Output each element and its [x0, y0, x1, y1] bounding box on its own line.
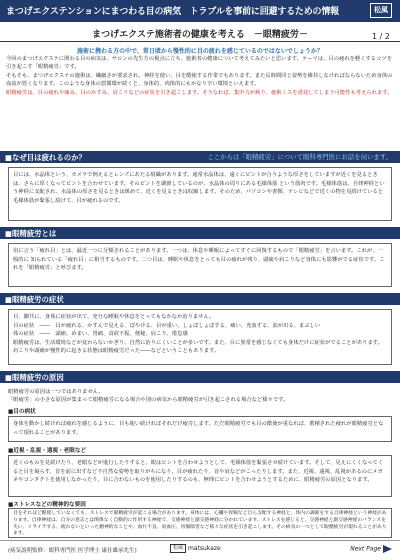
what-body: 俗に言う「疲れ目」とは、最近一つに分類されることがあります。一つは、休息や睡眠によってすぐに回復するもので「眼精疲労」を言います。これが、一般的に 知られている「疲れ目」に相当するものです。二つ目は、睡眠や休息をとっても目の疲れが残り、頭痛や肩こりなど身体にも影響がでる症状です。これを「眼精疲労」と呼びます。: [13, 248, 385, 271]
section-header-causes: [0, 371, 400, 383]
header-bar: [0, 0, 400, 22]
subheading-stress: ■ストレスなどの精神的な要因: [8, 502, 86, 508]
header-title: まつげエクステンションにまつわる目の病気 トラブルを事前に回避するための情報: [6, 7, 339, 17]
intro-warning: 眼精疲労は、目の疲れや痛み、目のかすみ、肩こりなどの症状を引き起こします。そうなれば、集中力が鈍り、施術ミスを誘発してしまう可能性も考えられます。: [6, 89, 393, 96]
section-header-what: [0, 227, 400, 239]
next-page-label: Next Page: [350, 545, 381, 553]
eye-box: [8, 416, 392, 442]
subheading-vision: ■近視・乱視・遠視・老眼など: [8, 448, 87, 454]
symptoms-line: 目、脚共に、身体に症状が出て、充分な睡眠や休息をとってもなかなか治りません。: [13, 314, 215, 320]
lead-question: 施術に携わる方の中で、常日頃から慢性的に目の疲れを感じているのではないでしょうか？: [77, 48, 323, 55]
source-note: (病気説明監修：眼科専門医 医学博士 康仕雄承先生): [8, 548, 137, 554]
what-box: [8, 243, 392, 287]
intro-text: [6, 55, 394, 97]
brand: [170, 544, 221, 553]
section-header-why: [0, 151, 400, 163]
section-title: ■眼精疲労の原因: [5, 373, 64, 382]
causes-intro-line: 「眼疲労」の小さな原因が集まって眼精疲労になる場合や別の病気から眼精疲労が引き起こされる場合など様々です。: [8, 397, 289, 404]
page-subtitle: まつげエクステ施術者の健康を考える －眼精疲労－: [92, 30, 308, 40]
section-title: ■眼精疲労の症状: [5, 295, 64, 304]
vision-body: 近くのものを見続けたり、老眼などが進行したりすると、眼はピントを合わせようとして、毛様体筋を緊張させ続けています。そして、見えにくくなってくると目を凝らす、首を前に出すなど不自然な姿勢を取りがちになり、目が疲れたり、首や肩などがこったりします。また、近視、遠視、乱視があるのにメガネやコンタクトを使用しなかったり、目に合わないものを使用したりするのも、無理にピントを合わせようとするために、眼精疲労の原因となります。: [13, 460, 384, 483]
intro-paragraph: そもそも、まつげエクステの施術は、繊細さが要求され、神経を使い、目を酷使する作業でもあります。また長時間同じ姿勢を維持しなければならないため身体の血流が悪くなります。このような身体の悪循環が続くと、身体的、肉体的にもかなり辛い環境といえます。: [6, 72, 393, 88]
brand-logo-icon: 松風: [170, 544, 186, 553]
section-title: ■なぜ目は疲れるのか？: [5, 153, 86, 162]
next-page-link[interactable]: [350, 545, 392, 553]
why-box: [8, 167, 392, 221]
brand-name: matsukaze: [188, 545, 221, 552]
logo-icon: 松風: [370, 3, 392, 18]
vision-box: [8, 455, 392, 497]
eye-body: 身体を動かし続ければ疲れを感じるように、目も使い続ければそれだけ疲労します。ただ眼精疲労でも目の酷使が重なれば、蓄積された疲れが眼精疲労となって現れることがあります。: [13, 421, 384, 436]
intro-paragraph: 今回のまつげエクステに関わる目の病気は、サロンの先生方の視点に立ち、施術者の健康について考えてみたいと思います。テーマは、目の疲れを軽くするコツを引き起こす「眼精疲労」です。: [6, 56, 392, 71]
symptoms-note: 眼精疲労は、生活環境などが変わらないかぎり、自然に治りにくいことが多いです。また、目に異常を感じなくても身体だけに症状がでることがあります。肩こりや頭痛が慢性的に起きる状態は眼精疲労だった――などということもあります。: [13, 339, 383, 354]
symptoms-eye: 目の症状 ―― 目が疲れる、かすんで見える、ぼやける、目が重い、しょぼしょぼする、痛い、充血する、涙が出る、まぶしい: [13, 322, 321, 329]
stress-body: 目をそれほど酷使していなくても、ストレスで眼精疲労が起こる場合があります。身体には、心臓や胃腸など自ら支配する神経と、体内の調節をする自律神経という神経があります。自律神経は、自分の意志とは関係なく自動的に作用する神経で、交感神経と副交感神経に分かれています。ストレスを感じると、交感神経と副交感神経のバランスを失い、イライラする、疲れないといった精神的なことや、血行不良、肩血圧、胃腸障害など様々な症状を引き起こします。その病気の一つとして眼精疲労が現れることがあります。: [13, 511, 387, 537]
arrow-right-icon: [383, 545, 392, 553]
page-number: 1 / 2: [372, 32, 390, 41]
causes-intro: [8, 388, 392, 404]
stress-box: [8, 508, 392, 538]
subheading-eye: ■目の病状: [8, 409, 36, 415]
section-title: ■眼精疲労とは: [5, 229, 57, 238]
causes-intro-line: 眼精疲労の原因は一つではありません。: [8, 389, 104, 395]
section-note: ここからは「眼精疲労」について眼科専門医にお話を伺います。: [207, 153, 392, 161]
symptoms-body: 体の症状 ―― 頭痛、めまい、胃痛、食欲不振、便秘、肩こり、倦怠感: [13, 331, 188, 337]
footer-divider: [0, 540, 400, 541]
symptoms-box: [8, 309, 392, 365]
section-header-symptoms: [0, 293, 400, 305]
why-body: 目には、水晶体という、カメラで例えるとレンズにあたる組織があります。通常水晶体は、遠くにピントが合うような厚さをしていますが近くを見るときは、さらに厚くなってピントを合わせています。そのピントを調節しているのが、水晶体の周りにある毛様体筋 という筋肉です。毛様体筋は、自律神経という神経に支配され、水晶体の厚さを見るときは緩めて、近くを見るときは収縮します。そのため、パソコンや書類、テレビなどで近くの物を見続けていると毛様体筋が緊張し続けて、目が疲れるのです。: [13, 172, 385, 204]
divider: [0, 41, 400, 42]
